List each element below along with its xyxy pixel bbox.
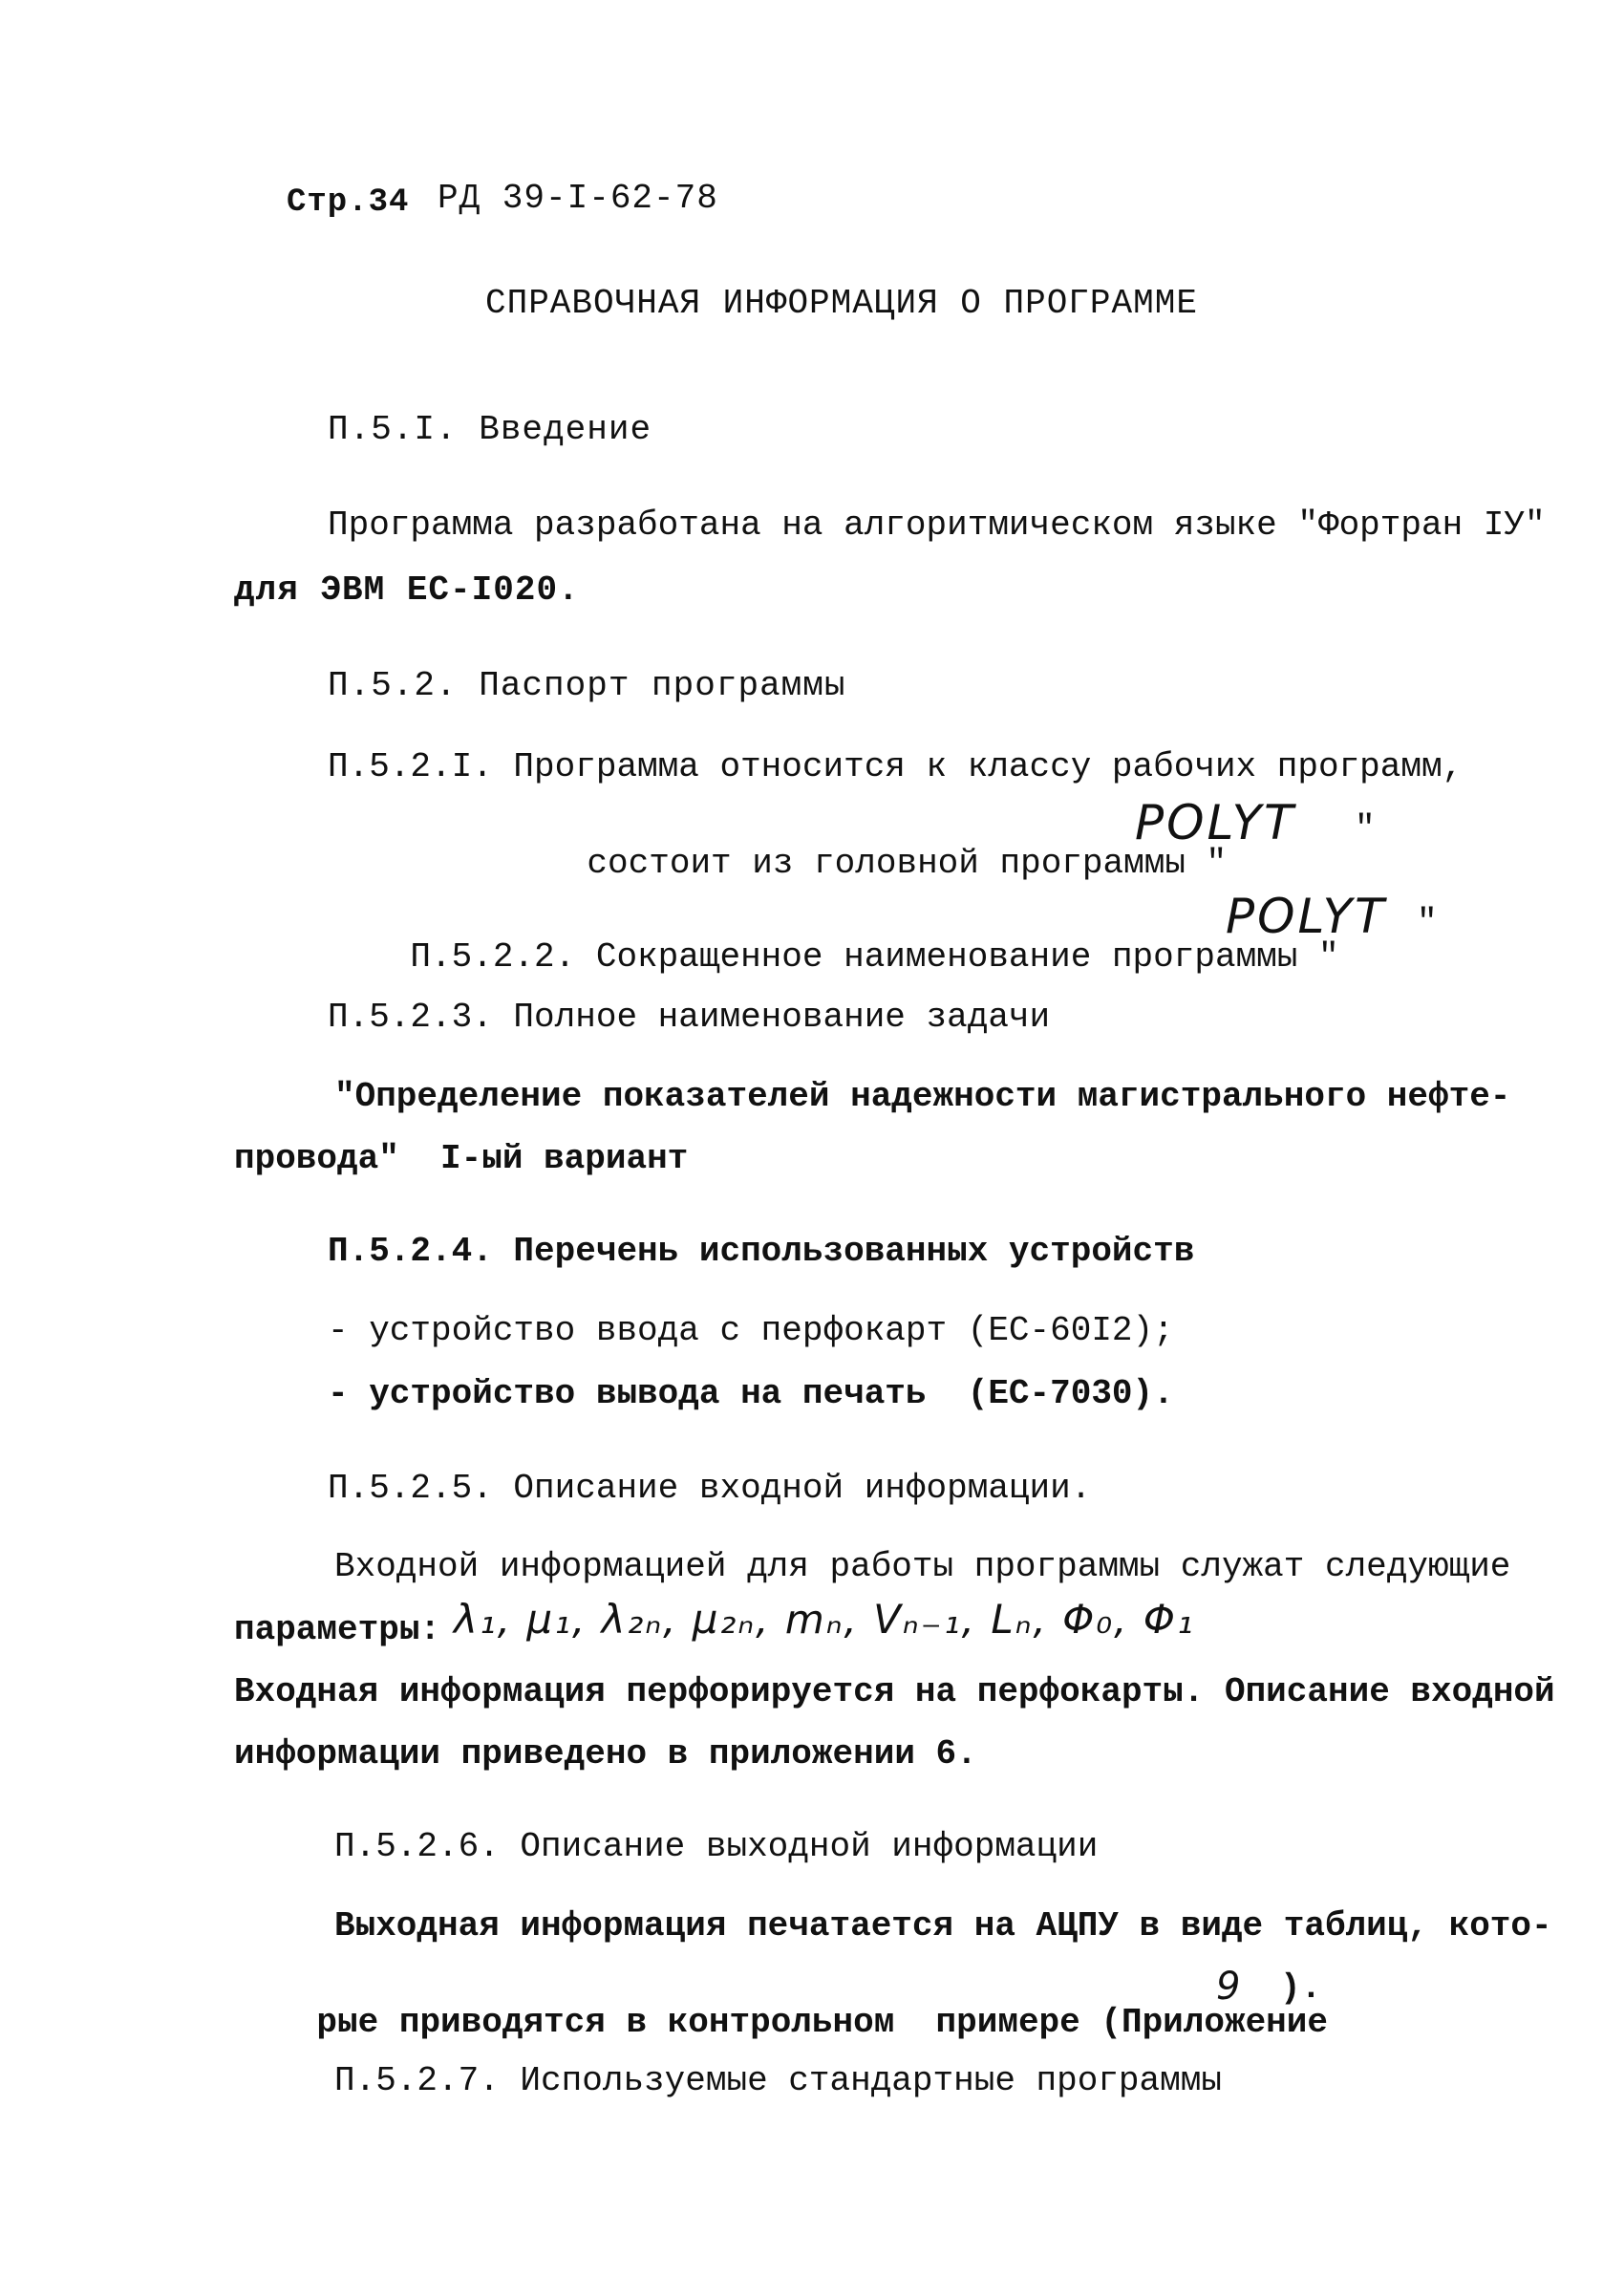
closing-quote: " bbox=[1417, 903, 1438, 942]
section-5-2-1-line-1: П.5.2.I. Программа относится к классу рабочих программ, bbox=[328, 747, 1464, 786]
page-number: Стр.34 bbox=[287, 184, 410, 221]
parameters-handwritten: λ₁, μ₁, λ₂ₙ, μ₂ₙ, mₙ, Vₙ₋₁, Lₙ, Φ₀, Φ₁ bbox=[454, 1596, 1195, 1643]
document-code: РД 39-I-62-78 bbox=[438, 179, 718, 218]
section-5-2-5-heading: П.5.2.5. Описание входной информации. bbox=[328, 1469, 1092, 1508]
section-5-2-2-text: П.5.2.2. Сокращенное наименование программы " bbox=[410, 937, 1339, 977]
device-list-item-2: - устройство вывода на печать (ЕС-7030). bbox=[328, 1374, 1174, 1413]
section-5-2-3-heading: П.5.2.3. Полное наименование задачи bbox=[328, 998, 1051, 1037]
section-5-2-2 bbox=[328, 889, 1438, 1009]
output-description-line-2 bbox=[234, 1965, 1328, 2075]
appendix-number-handwritten: 9 bbox=[1216, 1965, 1241, 2009]
section-5-2-6-heading: П.5.2.6. Описание выходной информации bbox=[334, 1827, 1099, 1866]
input-description-line-3: информации приведено в приложении 6. bbox=[234, 1734, 977, 1774]
section-5-2-1-text: состоит из головной программы " bbox=[587, 844, 1228, 883]
input-description-line-2: Входная информация перфорируется на перфокарты. Описание входной bbox=[234, 1672, 1555, 1711]
output-description-text: рые приводятся в контрольном примере (Приложение bbox=[316, 2003, 1328, 2042]
section-5-2-1-line-2 bbox=[504, 795, 1376, 915]
closing-paren: ). bbox=[1280, 1968, 1322, 2008]
input-description-line-1: Входной информацией для работы программы служат следующие bbox=[334, 1547, 1511, 1586]
program-short-name-handwritten: POLYT bbox=[1226, 889, 1387, 944]
program-name-handwritten: POLYT bbox=[1135, 795, 1296, 850]
parameters-label: параметры: bbox=[234, 1610, 441, 1649]
passport-heading: П.5.2. Паспорт программы bbox=[328, 666, 846, 705]
intro-paragraph-line-2: для ЭВМ ЕС-I020. bbox=[234, 570, 580, 610]
intro-heading: П.5.I. Введение bbox=[328, 410, 652, 449]
document-title: СПРАВОЧНАЯ ИНФОРМАЦИЯ О ПРОГРАММЕ bbox=[485, 284, 1198, 323]
task-name-line-2: провода" I-ый вариант bbox=[234, 1139, 689, 1178]
section-5-2-4-heading: П.5.2.4. Перечень использованных устройств bbox=[328, 1232, 1195, 1271]
device-list-item-1: - устройство ввода с перфокарт (ЕС-60I2); bbox=[328, 1311, 1174, 1350]
section-5-2-7-heading: П.5.2.7. Используемые стандартные программы bbox=[334, 2061, 1222, 2100]
task-name-line-1: "Определение показателей надежности магистрального нефте- bbox=[334, 1077, 1511, 1116]
closing-quote: " bbox=[1355, 809, 1376, 849]
intro-paragraph-line-1: Программа разработана на алгоритмическом языке "Фортран IУ" bbox=[328, 505, 1546, 545]
output-description-line-1: Выходная информация печатается на АЦПУ в виде таблиц, кото- bbox=[334, 1906, 1552, 1946]
